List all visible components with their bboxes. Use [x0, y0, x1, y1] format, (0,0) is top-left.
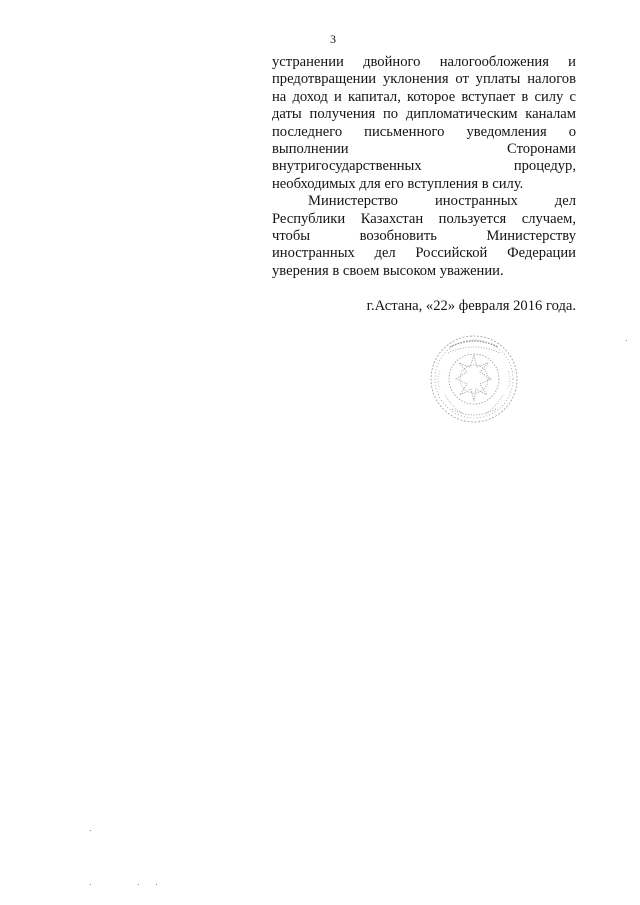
letter-body [272, 54, 576, 280]
text-line: чтобы возобновить Министерству [272, 228, 576, 245]
scan-speck [156, 884, 157, 885]
text-line: уверения в своем высоком уважении. [272, 262, 504, 279]
scan-speck [626, 340, 627, 341]
text-line: необходимых для его вступления в силу. [272, 175, 524, 192]
place-and-date: г.Астана, «22» февраля 2016 года. [366, 298, 576, 314]
paragraph-closing-courtesy [272, 193, 576, 280]
text-line: Республики Казахстан пользуется случаем, [272, 210, 576, 227]
text-line: последнего письменного уведомления о [272, 123, 576, 140]
text-line: иностранных дел Российской Федерации [272, 245, 576, 262]
text-line: предотвращении уклонения от уплаты налогов [272, 71, 576, 88]
scan-speck [90, 830, 91, 831]
text-line: устранении двойного налогообложения и [272, 54, 576, 70]
paragraph-agreement-entry-into-force [272, 54, 576, 193]
text-line: внутригосударственных процедур, [272, 158, 576, 175]
text-line: Министерство иностранных дел [308, 193, 576, 210]
page-number: 3 [330, 32, 336, 46]
text-line: на доход и капитал, которое вступает в силу с [272, 88, 576, 105]
scan-speck [90, 884, 91, 885]
text-line: даты получения по дипломатическим каналам [272, 106, 576, 123]
official-seal-stamp [428, 333, 520, 425]
scan-speck [138, 884, 139, 885]
text-line: выполнении Сторонами [272, 141, 576, 158]
